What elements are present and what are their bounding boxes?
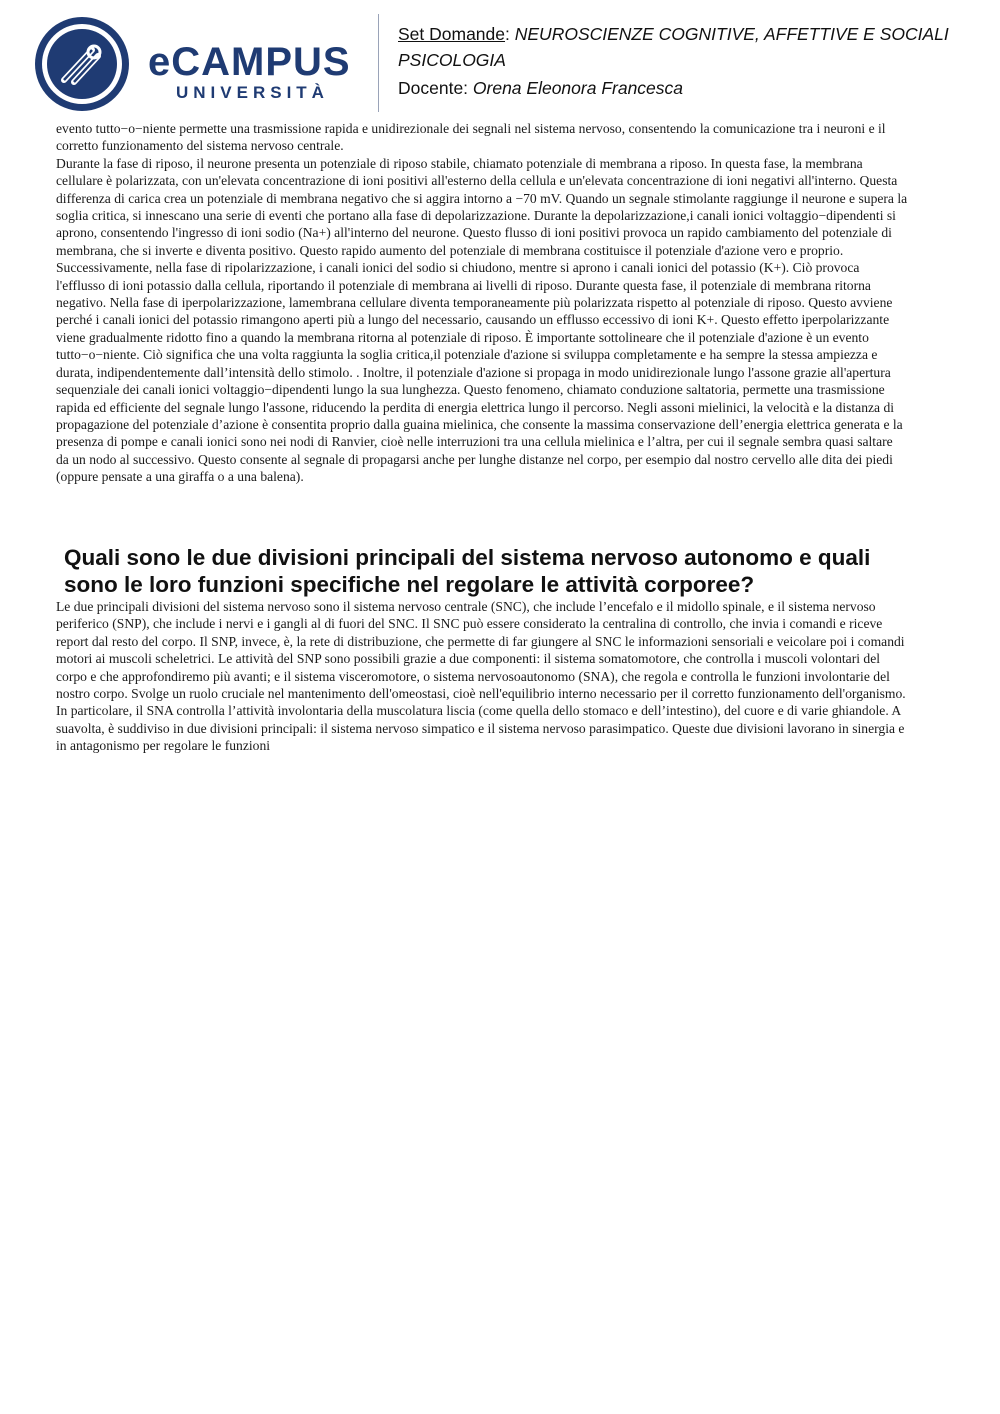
paragraph-answer: Le due principali divisioni del sistema nervoso sono il sistema nervoso centrale (SNC), che include l’encefalo e il midollo spinale, e il sistema nervoso periferico (SNP), che include i nervi e i gangli al di fuori del SNC. Il SNC può essere considerato la centralina di controllo, che invia i comandi e riceve report dal resto del corpo. Il SNP, invece, è, la rete di distribuzione, che permette di far giungere al SNC le informazioni sensoriali e veicolare poi i comandi motori ai muscoli scheletrici. Le attività del SNP sono possibili grazie a due componenti: il sistema somatomotore, che controlla i muscoli volontari del corpo e che approfondiremo più avanti; e il sistema visceromotore, o sistema nervosoautonomo (SNA), che regola e controlla le funzioni involontarie del nostro corpo. Svolge un ruolo cruciale nel mantenimento dell'omeostasi, cioè nell'equilibrio interno necessario per il corretto funzionamento dell'organismo. In particolare, il SNA controlla l’attività involontaria della muscolatura liscia (come quella dello stomaco e dell’intestino), del cuore e di varie ghiandole. A suavolta, è suddiviso in due divisioni principali: il sistema nervoso simpatico e il sistema nervoso parasimpatico. Queste due divisioni lavorano in sinergia e in antagonismo per regolare le funzioni	[56, 599, 906, 754]
logo-subtitle: UNIVERSITÀ	[176, 83, 329, 102]
set-colon: :	[505, 24, 515, 44]
course-title-line	[398, 24, 949, 45]
docente-label: Docente:	[398, 78, 473, 98]
ecampus-wordmark	[148, 42, 363, 112]
question-heading: Quali sono le due divisioni principali del sistema nervoso autonomo e quali sono le loro funzioni specifiche nel regolare le attività corporee?	[64, 545, 871, 597]
header-divider	[378, 14, 379, 112]
page-header	[0, 0, 1000, 118]
docente-name: Orena Eleonora Francesca	[472, 78, 684, 98]
set-label: Set Domande	[398, 24, 506, 44]
ecampus-seal-logo	[34, 16, 130, 112]
paragraph-conclusion: evento tutto−o−niente permette una trasmissione rapida e unidirezionale dei segnali nel sistema nervoso, consentendo la comunicazione tra i neuroni e il corretto funzionamento del sistema nervoso centrale.	[56, 121, 886, 154]
paragraph-action-potential: Durante la fase di riposo, il neurone presenta un potenziale di riposo stabile, chiamato potenziale di membrana a riposo. In questa fase, la membrana cellulare è polarizzata, con un'elevata concentrazione di ioni positivi all'esterno della cellula e un'elevata concentrazione di ioni negativi all'interno. Questa differenza di carica crea un potenziale di membrana negativo che si aggira intorno a −70 mV. Quando un segnale stimolante raggiunge il neurone e supera la soglia critica, si innescano una serie di eventi che portano alla fase di depolarizzazione. Durante la depolarizzazione,i canali ionici voltaggio−dipendenti si aprono, consentendo l'ingresso di ioni sodio (Na+) all'interno del neurone. Questo flusso di ioni positivi provoca un rapido cambiamento del potenziale di membrana, che si inverte e diventa positivo. Questo rapido aumento del potenziale di membrana costituisce il potenziale d'azione vero e proprio. Successivamente, nella fase di ripolarizzazione, i canali ionici del sodio si chiudono, mentre si aprono i canali ionici del potassio (K+). Ciò provoca l'efflusso di ioni potassio dalla cellula, riportando il potenziale di membrana ai livelli di riposo. Durante questa fase, il potenziale di membrana ritorna negativo. Nella fase di iperpolarizzazione, lamembrana cellulare diventa temporaneamente più polarizzata rispetto al potenziale di riposo. Questo avviene perché i canali ionici del potassio rimangono aperti più a lungo del necessario, causando un efflusso eccessivo di ioni K+. Questo effetto iperpolarizzante viene gradualmente ridotto fino a quando la membrana ritorna al potenziale di riposo. È importante sottolineare che il potenziale d'azione è un evento tutto−o−niente. Ciò significa che una volta raggiunta la soglia critica,il potenziale d'azione si sviluppa completamente e ha sempre la stessa ampiezza e durata, indipendentemente dall’intensità dello stimolo. . Inoltre, il potenziale d'azione si propaga in modo unidirezionale lungo l'assone grazie all'apertura sequenziale dei canali ionici voltaggio−dipendenti lungo la sua lunghezza. Questo fenomeno, chiamato conduzione saltatoria, permette una trasmissione rapida ed efficiente del segnale lungo l'assone, riducendo la perdita di energia elettrica lungo il percorso. Negli assoni mielinici, la velocità e la distanza di propagazione del potenziale d’azione è consentita proprio dalla guaina mielinica, che consente la massima conservazione dell’energia elettrica generata e la presenza di pompe e canali ionici sono nei nodi di Ranvier, cioè nelle interruzioni tra una cellula mielinica e l’altra, per cui il segnale sembra quasi saltare da un nodo al successivo. Questo consente al segnale di propagarsi anche per lunghe distanze nel corpo, per esempio dal nostro cervello alle dita dei piedi (oppure pensate a una giraffa o a una balena).	[56, 155, 908, 485]
course-subject: PSICOLOGIA	[398, 50, 506, 70]
previous-answer-text	[56, 120, 908, 486]
logo-name: eCAMPUS	[148, 40, 351, 84]
course-name: NEUROSCIENZE COGNITIVE, AFFETTIVE E SOCIALI	[514, 24, 949, 44]
answer-text	[56, 598, 908, 755]
teacher-line	[398, 78, 683, 99]
